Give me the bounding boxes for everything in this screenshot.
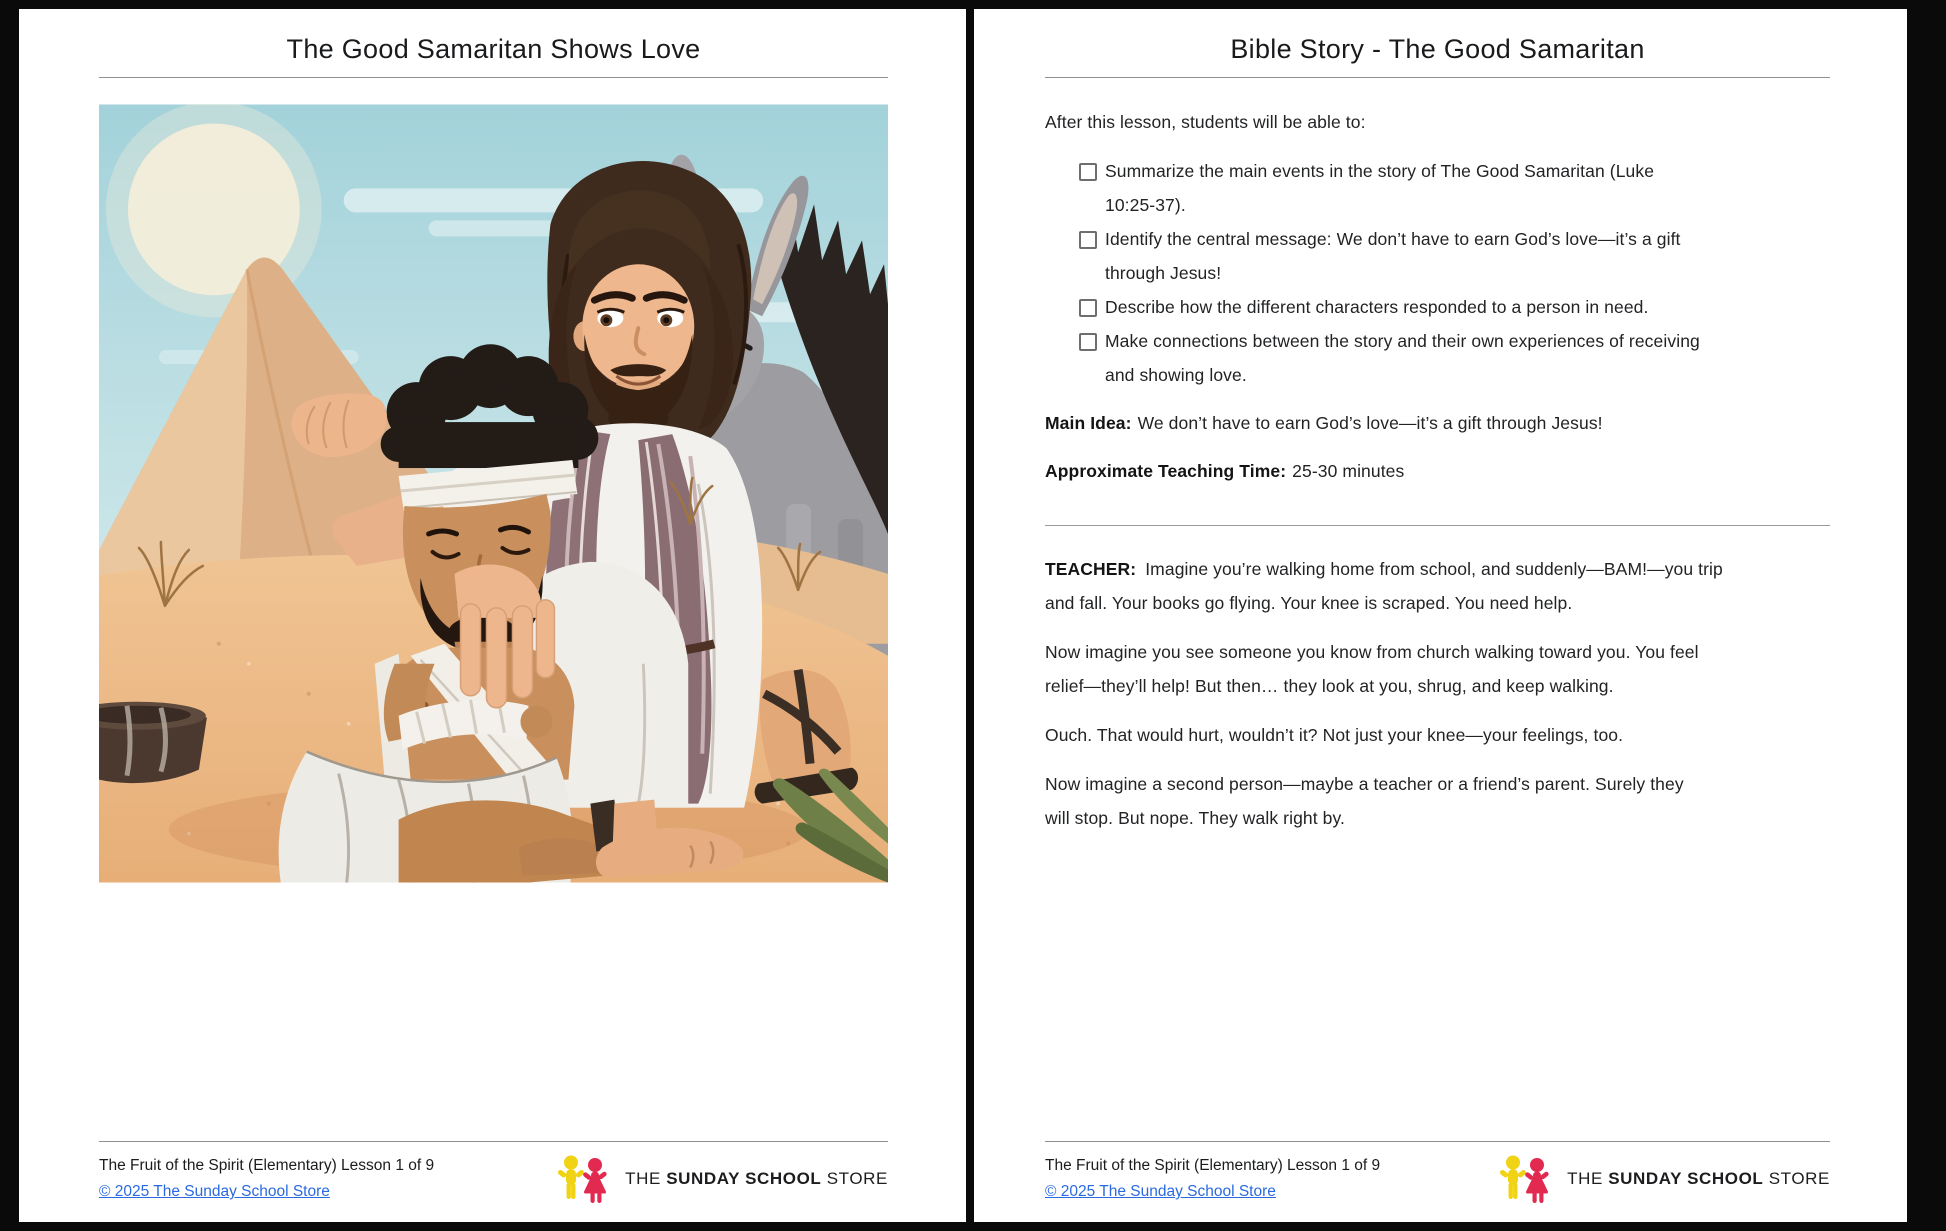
teaching-time: Approximate Teaching Time: 25-30 minutes	[1045, 461, 1405, 481]
copyright-link[interactable]: © 2025 The Sunday School Store	[99, 1183, 330, 1200]
objectives-intro: After this lesson, students will be able to:	[1045, 112, 1366, 132]
store-logo-text	[625, 1169, 888, 1189]
logo-word-the: THE	[1567, 1169, 1603, 1188]
logo-word-the: THE	[625, 1169, 661, 1188]
lesson-page-right	[974, 9, 1907, 1222]
store-logo	[1499, 1154, 1830, 1204]
teaching-time-label: Approximate Teaching Time:	[1045, 461, 1287, 481]
main-idea: Main Idea: We don’t have to earn God’s love—it’s a gift through Jesus!	[1045, 413, 1603, 433]
lesson-page-left	[19, 9, 966, 1222]
page-title: The Good Samaritan Shows Love	[286, 34, 701, 64]
lesson-info: The Fruit of the Spirit (Elementary) Lesson 1 of 9	[1045, 1157, 1381, 1174]
checkbox-icon	[1079, 231, 1097, 249]
story-paragraph: Now imagine you see someone you know from church walking toward you. You feel relief—they’ll help! But then… they look at you, shrug, and keep walking.	[1045, 642, 1699, 696]
title-divider	[1045, 77, 1830, 78]
section-divider	[1045, 525, 1830, 526]
checkbox-icon	[1079, 333, 1097, 351]
checkbox-icon	[1079, 299, 1097, 317]
store-logo	[557, 1154, 888, 1204]
main-idea-label: Main Idea:	[1045, 413, 1132, 433]
logo-word-sunday-school: SUNDAY SCHOOL	[666, 1169, 822, 1188]
checkbox-icon	[1079, 163, 1097, 181]
page-footer	[1045, 1141, 1830, 1205]
story-paragraph: Now imagine a second person—maybe a teacher or a friend’s parent. Surely they will stop. But nope. They walk right by.	[1045, 774, 1684, 828]
good-samaritan-illustration	[99, 104, 888, 883]
title-divider	[99, 77, 888, 78]
story-paragraph: Ouch. That would hurt, wouldn’t it? Not just your knee—your feelings, too.	[1045, 725, 1624, 745]
children-figures-icon	[1499, 1154, 1557, 1204]
pottery-bowl	[99, 702, 207, 783]
objective-item: Describe how the different characters responded to a person in need.	[1045, 290, 1830, 324]
page-footer	[99, 1141, 888, 1205]
teacher-label: TEACHER:	[1045, 559, 1137, 579]
footer-divider	[99, 1141, 888, 1142]
logo-word-store: STORE	[826, 1169, 888, 1188]
logo-word-sunday-school: SUNDAY SCHOOL	[1608, 1169, 1764, 1188]
objective-item: Identify the central message: We don’t have to earn God’s love—it’s a gift through Jesus!	[1045, 222, 1830, 290]
store-logo-text	[1567, 1169, 1830, 1189]
page-title: Bible Story - The Good Samaritan	[1230, 34, 1645, 64]
lesson-info: The Fruit of the Spirit (Elementary) Lesson 1 of 9	[99, 1157, 435, 1174]
objective-item: Make connections between the story and their own experiences of receiving and showing love.	[1045, 324, 1830, 392]
teacher-paragraph: TEACHER: Imagine you’re walking home from school, and suddenly—BAM!—you trip and fall. Your books go flying. Your knee is scraped. You need help.	[1045, 559, 1723, 613]
objective-item: Summarize the main events in the story of The Good Samaritan (Luke 10:25-37).	[1045, 154, 1830, 222]
objectives-list	[1045, 154, 1830, 392]
children-figures-icon	[557, 1154, 615, 1204]
logo-word-store: STORE	[1768, 1169, 1830, 1188]
copyright-link[interactable]: © 2025 The Sunday School Store	[1045, 1183, 1276, 1200]
page-divider	[966, 0, 974, 1231]
footer-divider	[1045, 1141, 1830, 1142]
